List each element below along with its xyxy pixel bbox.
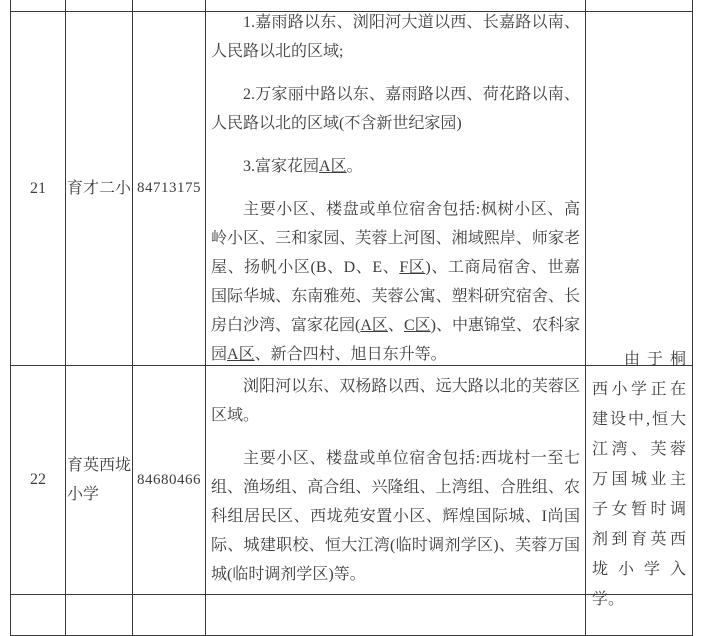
top-row-notes-cell [586, 0, 693, 12]
phone-number: 84713175 [137, 180, 201, 196]
bottom-row-district-cell [206, 595, 586, 636]
row-22-notes-cell [586, 351, 693, 608]
district-paragraph: 浏阳河以东、双杨路以西、远大路以北的芙蓉区区域。 [211, 377, 580, 424]
row-21-notes-cell [586, 12, 693, 366]
phone-number: 84680466 [137, 471, 201, 488]
top-row-school-cell [66, 0, 133, 12]
district-paragraph: 主要小区、楼盘或单位宿舍包括:西垅村一至七组、渔场组、高合组、兴隆组、上湾组、合胜组、农科组居民区、西垅苑安置小区、辉煌国际城、I尚国际、城建职校、恒大江湾(临时调剂学区)、芙蓉万国城(临时调剂学区)等。 [211, 449, 580, 583]
row-21-phone-cell [133, 12, 206, 366]
row-21-district-cell [206, 12, 586, 366]
top-row-number-cell [11, 0, 66, 12]
row-21-school-cell [66, 12, 133, 366]
school-district-table [10, 0, 693, 636]
bottom-row-school-cell [66, 595, 133, 636]
district-paragraph: 1.嘉雨路以东、浏阳河大道以西、长嘉路以南、人民路以北的区域; [211, 14, 580, 60]
school-name: 育英西垅小学 [67, 457, 132, 503]
row-22-phone-cell [133, 366, 206, 595]
district-paragraph: 主要小区、楼盘或单位宿舍包括:枫树小区、高岭小区、三和家园、芙蓉上河图、湘域熙岸、师家老屋、扬帆小区(B、D、E、F区)、工商局宿舍、世嘉国际华城、东南雅苑、芙蓉公寓、塑料研究宿舍、长房白沙湾、富家花园(A区、C区)、中惠锦堂、农科家园A区、新合四村、旭日东升等。 [211, 201, 580, 363]
district-paragraph: 3.富家花园A区。 [243, 158, 363, 175]
row-22-number-cell [11, 366, 66, 595]
row-number: 22 [30, 471, 46, 488]
district-paragraph: 2.万家丽中路以东、嘉雨路以西、荷花路以南、人民路以北的区域(不含新世纪家园) [211, 86, 580, 132]
row-number: 21 [30, 179, 46, 197]
bottom-row-number-cell [11, 595, 66, 636]
note-paragraph: 由于桐西小学正在建设中,恒大江湾、芙蓉万国城业主子女暂时调剂到育英西垅小学入学。 [592, 351, 686, 608]
row-22-district-cell [206, 366, 586, 595]
top-row-phone-cell [133, 0, 206, 12]
row-22-school-cell [66, 366, 133, 595]
school-name: 育才二小 [67, 180, 132, 197]
bottom-row-notes-cell [586, 595, 693, 636]
row-21-number-cell [11, 12, 66, 366]
bottom-row-phone-cell [133, 595, 206, 636]
